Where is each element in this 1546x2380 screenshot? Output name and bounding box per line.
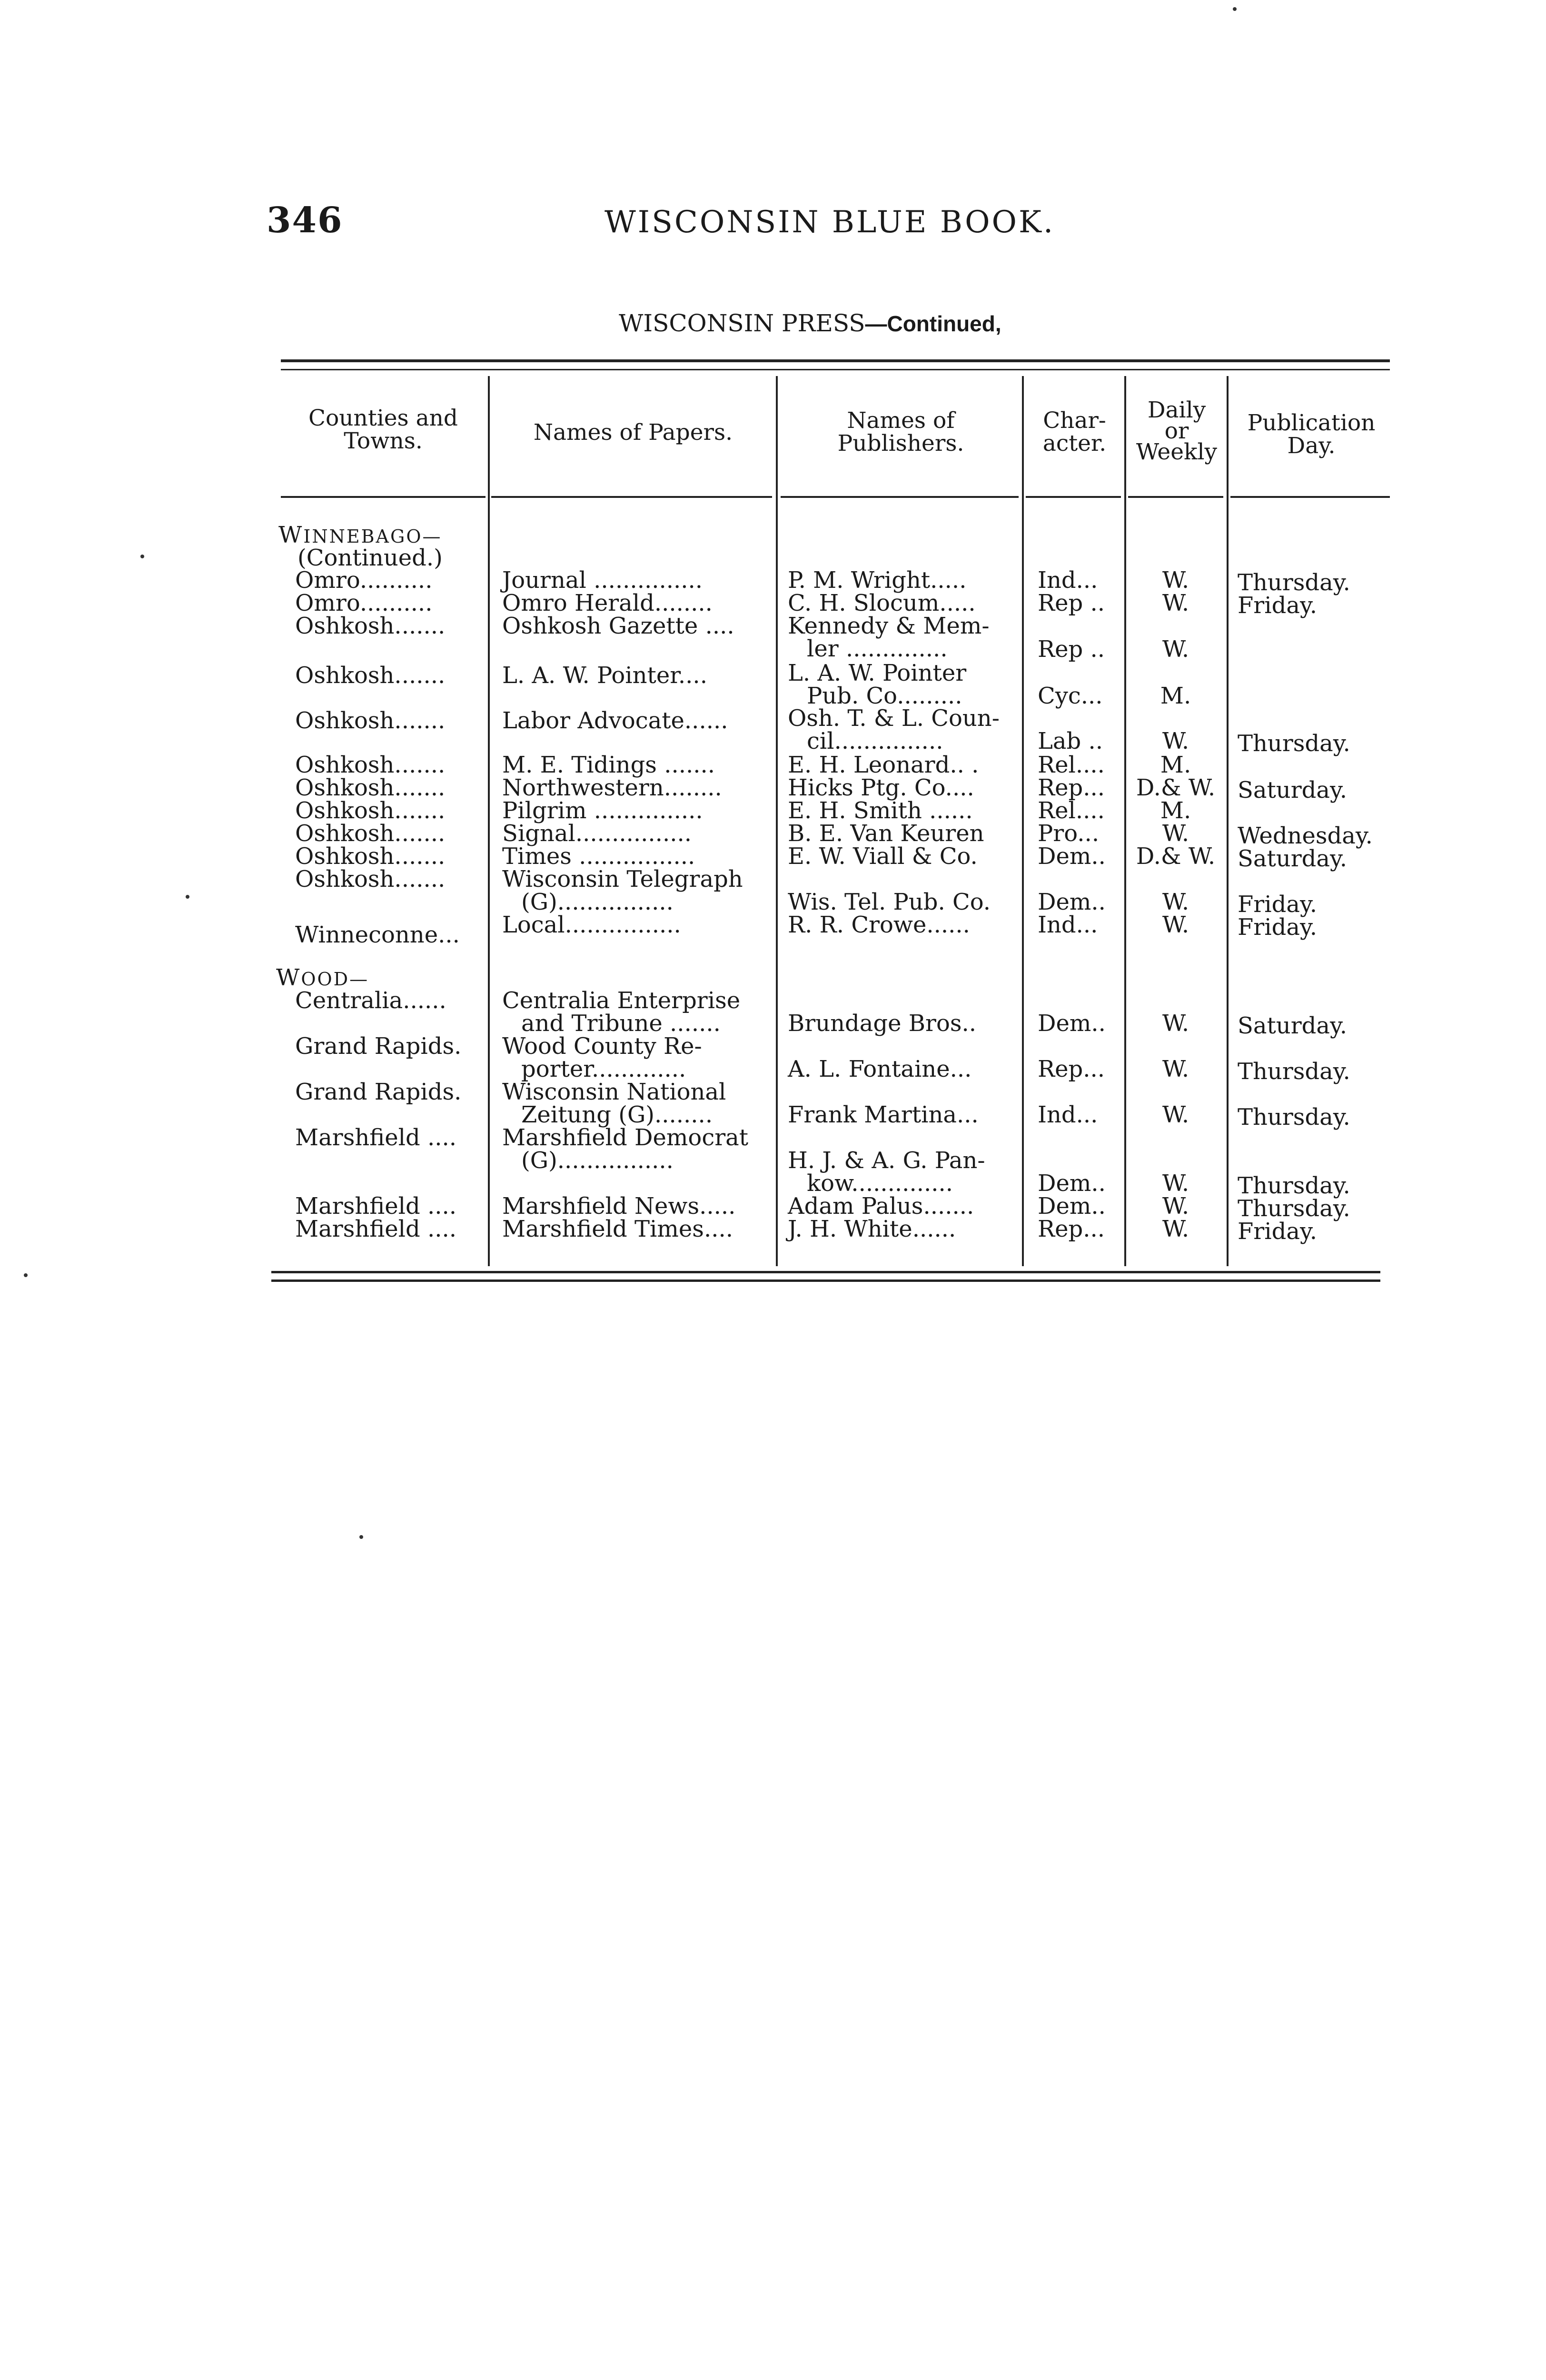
frequency-cell: W. [1162, 1010, 1189, 1037]
publisher-cell: Pub. Co......... [807, 683, 962, 709]
table-bottom-rule-2 [271, 1279, 1380, 1282]
town-cell: Winneconne... [295, 922, 460, 948]
paper-cell: Pilgrim ............... [502, 797, 703, 824]
day-cell: Wednesday. [1238, 823, 1373, 849]
paper-cell: Labor Advocate...... [502, 707, 728, 734]
frequency-cell: D.& W. [1136, 774, 1216, 801]
frequency-cell: W. [1162, 1170, 1189, 1197]
character-cell: Rep .. [1038, 590, 1105, 616]
day-cell: Saturday. [1238, 845, 1347, 872]
frequency-cell: W. [1162, 590, 1189, 616]
frequency-cell: W. [1162, 636, 1189, 663]
paper-cell: L. A. W. Pointer.... [502, 662, 707, 689]
frequency-cell: W. [1162, 1101, 1189, 1128]
character-cell: Ind... [1038, 1101, 1098, 1128]
paper-cell: Times ................ [502, 843, 695, 870]
town-cell: Omro.......... [295, 567, 433, 594]
character-cell: Rep... [1038, 1216, 1105, 1242]
character-cell: Rep... [1038, 774, 1105, 801]
town-cell: Oshkosh....... [295, 820, 446, 847]
frequency-cell: W. [1162, 1056, 1189, 1082]
header-publishers [783, 409, 1019, 455]
town-cell: Oshkosh....... [295, 752, 446, 778]
section-continued-note: (Continued.) [297, 545, 443, 571]
day-cell: Thursday. [1238, 1195, 1350, 1222]
town-cell: Oshkosh....... [295, 797, 446, 824]
publisher-cell: L. A. W. Pointer [788, 660, 967, 686]
publisher-cell: H. J. & A. G. Pan- [788, 1147, 985, 1174]
scan-speck [1233, 7, 1237, 11]
publisher-cell: A. L. Fontaine... [788, 1056, 972, 1082]
day-cell: Friday. [1238, 891, 1317, 918]
publisher-cell: P. M. Wright..... [788, 567, 967, 594]
publisher-cell: J. H. White...... [788, 1216, 956, 1242]
header-papers-line: Names of Papers. [533, 419, 733, 446]
character-cell: Dem.. [1038, 1170, 1106, 1197]
town-cell: Omro.......... [295, 590, 433, 616]
header-day [1233, 412, 1390, 457]
day-cell: Friday. [1238, 1218, 1317, 1245]
frequency-cell: W. [1162, 912, 1189, 938]
paper-cell: (G)................ [521, 889, 674, 915]
town-cell: Oshkosh....... [295, 662, 446, 689]
running-title: WISCONSIN BLUE BOOK. [605, 205, 1055, 240]
section-subtitle [619, 309, 1001, 337]
frequency-cell: M. [1160, 752, 1191, 778]
publisher-cell: Osh. T. & L. Coun- [788, 705, 1000, 732]
town-cell: Grand Rapids. [295, 1033, 462, 1060]
section-initial: W [278, 522, 304, 548]
publisher-cell: C. H. Slocum..... [788, 590, 976, 616]
frequency-cell: W. [1162, 1216, 1189, 1242]
paper-cell: and Tribune ....... [521, 1010, 721, 1037]
frequency-cell: W. [1162, 567, 1189, 594]
character-cell: Rep .. [1038, 636, 1105, 663]
character-cell: Dem.. [1038, 843, 1106, 870]
town-cell: Marshfield .... [295, 1124, 457, 1151]
header-frequency [1126, 397, 1227, 465]
day-cell: Saturday. [1238, 1012, 1347, 1039]
character-cell: Lab .. [1038, 728, 1103, 754]
publisher-cell: Brundage Bros.. [788, 1010, 977, 1037]
day-cell: Thursday. [1238, 1104, 1350, 1130]
header-papers [495, 421, 771, 444]
town-cell: Oshkosh....... [295, 866, 446, 892]
header-day-line: Publication [1247, 410, 1376, 436]
header-frequency-line: Daily [1147, 397, 1206, 423]
day-cell: Friday. [1238, 914, 1317, 941]
header-frequency-line: or [1164, 418, 1189, 444]
town-cell: Marshfield .... [295, 1216, 457, 1242]
frequency-cell: D.& W. [1136, 843, 1216, 870]
subtitle-continued: —Continued, [865, 311, 1001, 336]
character-cell: Dem.. [1038, 889, 1106, 915]
header-character [1026, 409, 1123, 455]
character-cell: Rel.... [1038, 797, 1105, 824]
section-initial: W [276, 964, 301, 991]
character-cell: Pro... [1038, 820, 1100, 847]
table-bottom-rule [271, 1271, 1380, 1273]
character-cell: Cyc... [1038, 683, 1103, 709]
paper-cell: porter............. [521, 1056, 686, 1082]
paper-cell: Wood County Re- [502, 1033, 702, 1060]
paper-cell: Oshkosh Gazette .... [502, 613, 734, 639]
publisher-cell: E. H. Smith ...... [788, 797, 973, 824]
table-top-rule [281, 359, 1390, 362]
frequency-cell: W. [1162, 728, 1189, 754]
scan-speck [359, 1535, 363, 1539]
publisher-cell: Adam Palus....... [788, 1193, 974, 1220]
paper-cell: Marshfield News..... [502, 1193, 736, 1220]
paper-cell: Marshfield Democrat [502, 1124, 749, 1151]
header-underline [491, 496, 772, 498]
publisher-cell: ler .............. [807, 635, 948, 662]
header-character-line: acter. [1042, 430, 1107, 456]
header-underline [1026, 496, 1121, 498]
day-cell: Friday. [1238, 592, 1317, 619]
paper-cell: (G)................ [521, 1147, 674, 1174]
paper-cell: Marshfield Times.... [502, 1216, 733, 1242]
character-cell: Rel.... [1038, 752, 1105, 778]
header-underline [1128, 496, 1223, 498]
header-counties-line: Counties and [308, 405, 458, 431]
publisher-cell: E. H. Leonard.. . [788, 752, 979, 778]
town-cell: Centralia...... [295, 987, 446, 1014]
column-rule [1227, 376, 1229, 1266]
paper-cell: Signal................ [502, 820, 692, 847]
day-cell: Saturday. [1238, 777, 1347, 803]
scan-speck [24, 1273, 28, 1277]
town-cell: Oshkosh....... [295, 843, 446, 870]
day-cell: Thursday. [1238, 1058, 1350, 1085]
town-cell: Grand Rapids. [295, 1079, 462, 1105]
paper-cell: Omro Herald........ [502, 590, 713, 616]
town-cell: Oshkosh....... [295, 774, 446, 801]
header-underline [1230, 496, 1390, 498]
subtitle-main: WISCONSIN PRESS [619, 309, 865, 337]
header-underline [281, 496, 486, 498]
paper-cell: Centralia Enterprise [502, 987, 741, 1014]
frequency-cell: W. [1162, 820, 1189, 847]
publisher-cell: Wis. Tel. Pub. Co. [788, 889, 991, 915]
column-rule [776, 376, 778, 1266]
character-cell: Ind... [1038, 912, 1098, 938]
day-cell: Thursday. [1238, 730, 1350, 757]
header-publishers-line: Publishers. [837, 430, 964, 456]
town-cell: Marshfield .... [295, 1193, 457, 1220]
frequency-cell: M. [1160, 683, 1191, 709]
header-counties [286, 407, 481, 453]
publisher-cell: Kennedy & Mem- [788, 613, 990, 639]
paper-cell: Wisconsin National [502, 1079, 726, 1105]
scan-speck [186, 895, 189, 899]
paper-cell: Local................ [502, 912, 681, 938]
frequency-cell: M. [1160, 797, 1191, 824]
header-day-line: Day. [1287, 433, 1336, 459]
character-cell: Dem.. [1038, 1010, 1106, 1037]
section-rest: OOD— [301, 969, 369, 990]
publisher-cell: Frank Martina... [788, 1101, 979, 1128]
frequency-cell: W. [1162, 1193, 1189, 1220]
publisher-cell: kow.............. [807, 1170, 953, 1197]
publisher-cell: B. E. Van Keuren [788, 820, 984, 847]
paper-cell: M. E. Tidings ....... [502, 752, 715, 778]
header-underline [781, 496, 1019, 498]
day-cell: Thursday. [1238, 1172, 1350, 1199]
paper-cell: Wisconsin Telegraph [502, 866, 743, 892]
day-cell: Thursday. [1238, 569, 1350, 596]
character-cell: Rep... [1038, 1056, 1105, 1082]
publisher-cell: cil............... [807, 728, 943, 754]
header-character-line: Char- [1043, 407, 1106, 434]
table-top-rule-2 [281, 369, 1390, 370]
town-cell: Oshkosh....... [295, 707, 446, 734]
column-rule [1022, 376, 1024, 1266]
header-counties-line: Towns. [344, 428, 423, 454]
column-rule [1124, 376, 1126, 1266]
character-cell: Ind... [1038, 567, 1098, 594]
publisher-cell: E. W. Viall & Co. [788, 843, 978, 870]
header-publishers-line: Names of [847, 407, 955, 434]
column-rule [488, 376, 490, 1266]
section-rest: INNEBAGO— [303, 526, 442, 547]
header-frequency-line: Weekly [1136, 439, 1218, 465]
character-cell: Dem.. [1038, 1193, 1106, 1220]
publisher-cell: R. R. Crowe...... [788, 912, 970, 938]
scan-speck [140, 555, 144, 558]
paper-cell: Journal ............... [502, 567, 703, 594]
publisher-cell: Hicks Ptg. Co.... [788, 774, 974, 801]
page-number: 346 [267, 200, 343, 241]
paper-cell: Zeitung (G)........ [521, 1101, 713, 1128]
paper-cell: Northwestern........ [502, 774, 722, 801]
frequency-cell: W. [1162, 889, 1189, 915]
town-cell: Oshkosh....... [295, 613, 446, 639]
